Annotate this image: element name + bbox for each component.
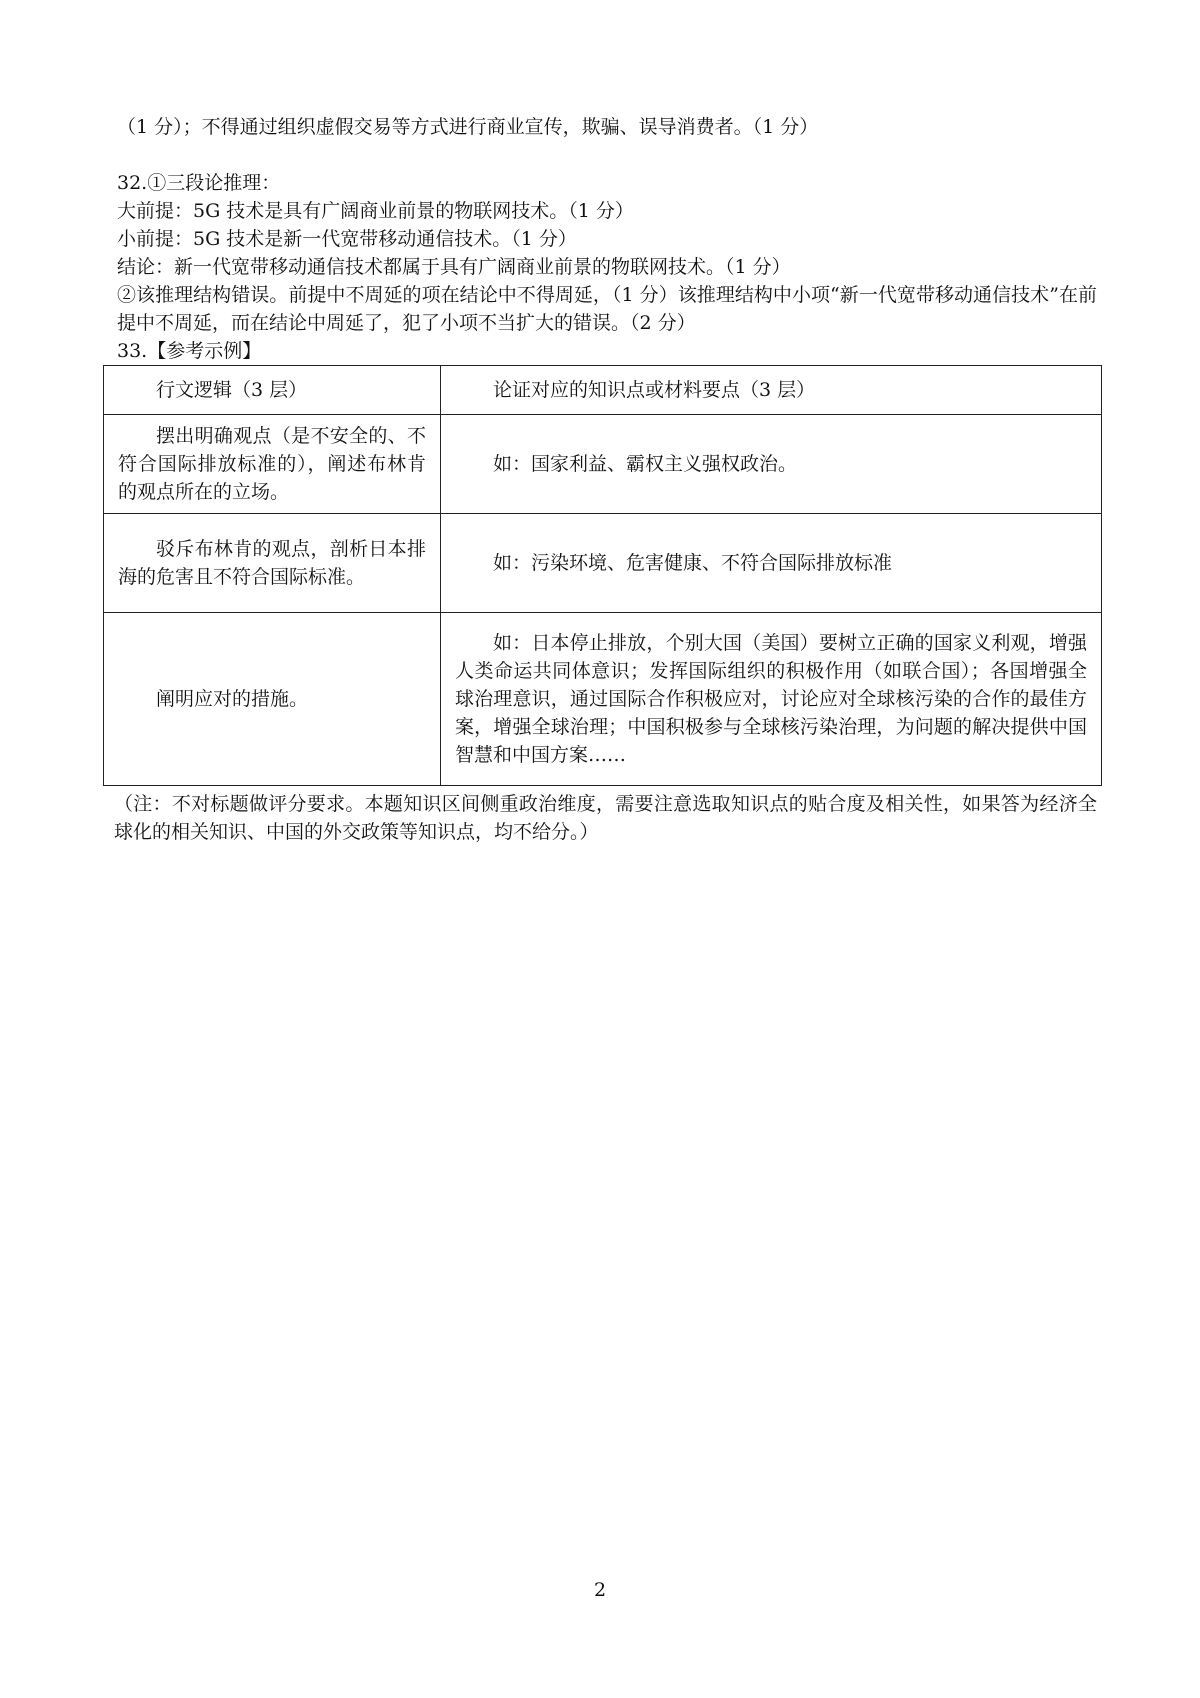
table-row bbox=[104, 415, 1102, 514]
intro-line: （1 分）；不得通过组织虚假交易等方式进行商业宣传，欺骗、误导消费者。（1 分） bbox=[117, 116, 819, 138]
q32-major-premise: 大前提：5G 技术是具有广阔商业前景的物联网技术。（1 分） bbox=[117, 200, 634, 222]
question-32 bbox=[117, 169, 1097, 337]
table-header-points: 论证对应的知识点或材料要点（3 层） bbox=[441, 366, 1102, 415]
table-row bbox=[104, 613, 1102, 786]
table-cell-logic: 摆出明确观点（是不安全的、不符合国际排放标准的），阐述布林肯的观点所在的立场。 bbox=[104, 415, 441, 514]
q32-minor-premise: 小前提：5G 技术是新一代宽带移动通信技术。（1 分） bbox=[117, 228, 577, 250]
q32-heading: 32.①三段论推理： bbox=[117, 172, 281, 194]
table-row bbox=[104, 514, 1102, 613]
q33-heading: 33.【参考示例】 bbox=[117, 340, 262, 362]
table-cell-points: 如：国家利益、霸权主义强权政治。 bbox=[441, 415, 1102, 514]
page-content bbox=[114, 113, 1097, 846]
spacer bbox=[117, 141, 1097, 169]
table-header-logic: 行文逻辑（3 层） bbox=[104, 366, 441, 415]
table-cell-logic: 驳斥布林肯的观点，剖析日本排海的危害且不符合国际标准。 bbox=[104, 514, 441, 613]
table-cell-logic: 阐明应对的措施。 bbox=[104, 613, 441, 786]
table-header-row bbox=[104, 366, 1102, 415]
q32-analysis: ②该推理结构错误。前提中不周延的项在结论中不得周延，（1 分）该推理结构中小项“新一代宽带移动通信技术”在前提中不周延，而在结论中周延了，犯了小项不当扩大的错误。（2 分） bbox=[117, 284, 1097, 334]
reference-table bbox=[103, 365, 1102, 786]
table-cell-points: 如：污染环境、危害健康、不符合国际排放标准 bbox=[441, 514, 1102, 613]
question-33 bbox=[114, 337, 1097, 846]
scoring-note: （注：不对标题做评分要求。本题知识区间侧重政治维度，需要注意选取知识点的贴合度及相关性，如果答为经济全球化的相关知识、中国的外交政策等知识点，均不给分。） bbox=[114, 793, 1097, 843]
q32-conclusion: 结论：新一代宽带移动通信技术都属于具有广阔商业前景的物联网技术。（1 分） bbox=[117, 256, 791, 278]
page-number: 2 bbox=[593, 1579, 607, 1601]
table-cell-points: 如：日本停止排放，个别大国（美国）要树立正确的国家义利观，增强人类命运共同体意识；发挥国际组织的积极作用（如联合国）；各国增强全球治理意识，通过国际合作积极应对，讨论应对全球核污染的合作的最佳方案，增强全球治理；中国积极参与全球核污染治理，为问题的解决提供中国智慧和中国方案…… bbox=[441, 613, 1102, 786]
